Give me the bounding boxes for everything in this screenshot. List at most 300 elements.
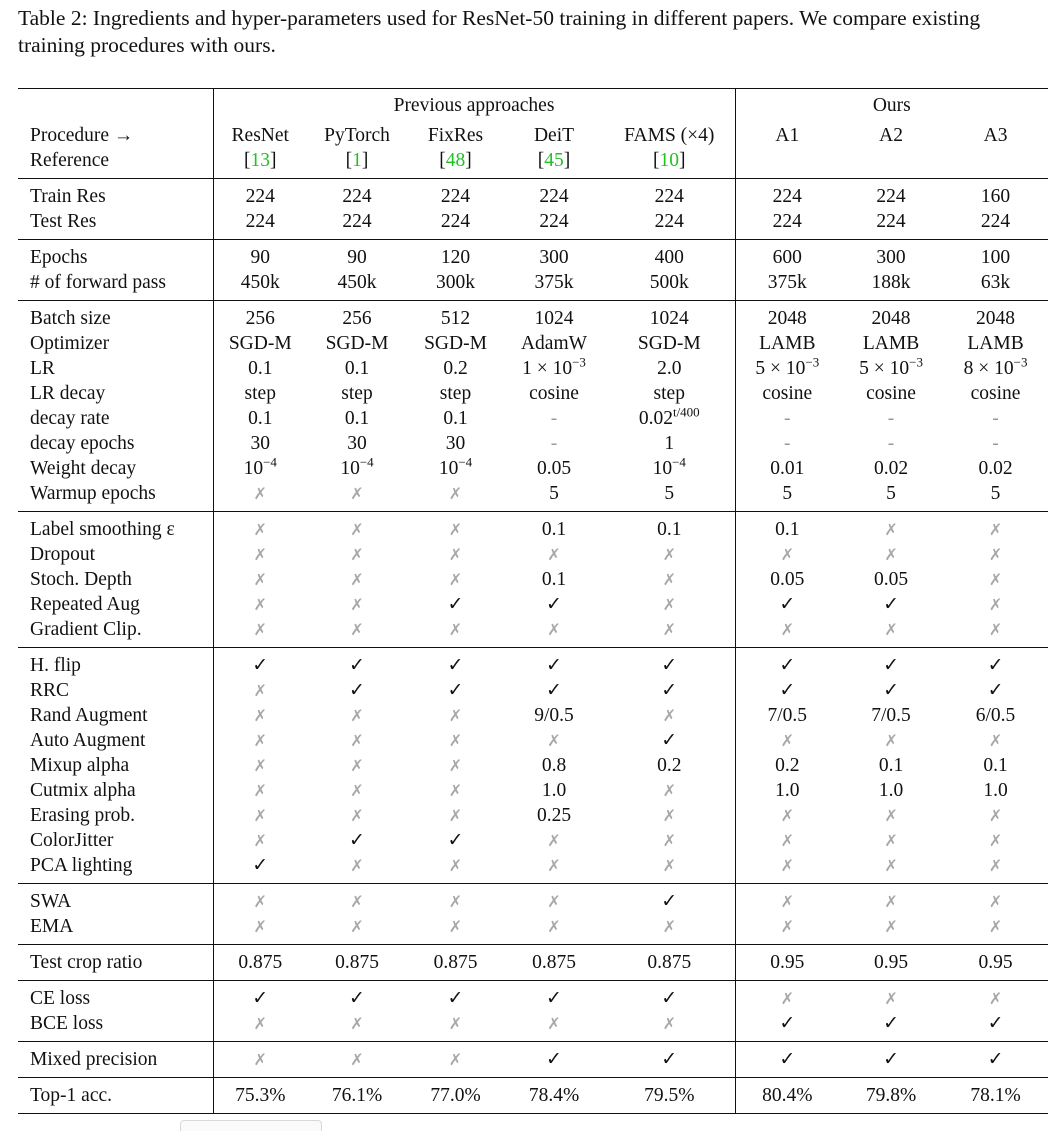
cross-icon: ✗ <box>253 731 267 750</box>
row-label-mixup-alpha: Mixup alpha <box>30 755 130 776</box>
cross-icon: ✗ <box>253 620 267 639</box>
checkmark-icon: ✓ <box>779 679 796 701</box>
checkmark-icon: ✓ <box>252 654 269 676</box>
table-cell: 500k <box>649 272 689 293</box>
table-cell: 7/0.5 <box>871 705 911 726</box>
cross-icon: ✗ <box>253 681 267 700</box>
table-cell: 0.1 <box>604 512 735 543</box>
table-cell <box>307 1042 407 1078</box>
table-cell <box>504 617 604 648</box>
checkmark-icon: ✓ <box>883 1012 899 1034</box>
cross-icon: ✗ <box>253 570 267 589</box>
group-header-ours: Ours <box>735 89 1048 124</box>
column-header: DeiT <box>533 125 575 146</box>
table-cell: 0.8 <box>541 755 567 776</box>
table-cell <box>839 884 943 915</box>
table-row <box>18 542 1048 567</box>
table-cell: 224 <box>604 179 735 210</box>
cross-icon: ✗ <box>350 781 364 800</box>
cross-icon: ✗ <box>662 917 676 936</box>
table-row <box>18 648 1048 679</box>
table-cell <box>735 1042 839 1078</box>
row-label-decay-rate: decay rate <box>30 408 110 429</box>
table-cell <box>943 617 1048 648</box>
table-cell: step <box>213 381 307 406</box>
table-cell <box>504 981 604 1012</box>
row-label-pca-lighting: PCA lighting <box>30 855 133 876</box>
cross-icon: ✗ <box>448 892 463 911</box>
table-cell <box>213 678 307 703</box>
checkmark-icon: ✓ <box>546 654 562 676</box>
cross-icon: ✗ <box>350 570 364 589</box>
table-cell <box>504 678 604 703</box>
table-cell <box>604 678 735 703</box>
table-row <box>18 914 1048 945</box>
table-cell <box>213 803 307 828</box>
table-cell: LAMB <box>862 333 920 354</box>
table-cell <box>735 803 839 828</box>
checkmark-icon: ✓ <box>779 593 796 615</box>
table-cell <box>604 648 735 679</box>
table-cell <box>307 981 407 1012</box>
reference-cell <box>839 148 943 179</box>
table-caption: Table 2: Ingredients and hyper-parameters used for ResNet-50 training in different papers. We compare existing training procedures with ours. <box>18 6 981 57</box>
table-cell: 224 <box>307 179 407 210</box>
table-cell <box>604 803 735 828</box>
row-label-weight-decay: Weight decay <box>30 458 137 479</box>
table-cell: 0.2 <box>443 358 468 379</box>
table-cell <box>943 678 1048 703</box>
table-cell <box>307 678 407 703</box>
table-cell: 80.4% <box>735 1078 839 1114</box>
reference-cell: [10] <box>653 150 686 171</box>
checkmark-icon: ✓ <box>447 829 464 851</box>
table-cell: 0.875 <box>307 945 407 981</box>
table-cell: $10^{-4}$ <box>340 454 374 479</box>
table-cell: - <box>550 408 558 429</box>
table-cell <box>407 803 504 828</box>
cross-icon: ✗ <box>988 989 1003 1008</box>
table-cell <box>407 617 504 648</box>
table-cell <box>407 703 504 728</box>
table-row <box>18 945 1048 981</box>
table-cell <box>735 617 839 648</box>
table-cell <box>604 1042 735 1078</box>
cross-icon: ✗ <box>448 756 463 775</box>
table-cell <box>213 853 307 884</box>
checkmark-icon: ✓ <box>883 654 899 676</box>
table-cell: cosine <box>735 381 839 406</box>
cross-icon: ✗ <box>350 856 364 875</box>
table-cell <box>504 648 604 679</box>
table-cell <box>407 884 504 915</box>
table-cell <box>604 703 735 728</box>
table-row <box>18 828 1048 853</box>
cross-icon: ✗ <box>448 545 463 564</box>
cross-icon: ✗ <box>780 892 794 911</box>
table-cell <box>504 914 604 945</box>
table-cell <box>735 853 839 884</box>
checkmark-icon: ✓ <box>883 593 899 615</box>
table-row <box>18 481 1048 512</box>
table-cell <box>213 617 307 648</box>
cross-icon: ✗ <box>253 1014 267 1033</box>
table-row <box>18 179 1048 210</box>
table-row <box>18 617 1048 648</box>
table-cell: - <box>735 431 839 456</box>
table-row <box>18 431 1048 456</box>
cross-icon: ✗ <box>884 620 898 639</box>
row-label-dropout: Dropout <box>30 544 95 565</box>
cross-icon: ✗ <box>253 706 267 725</box>
cross-icon: ✗ <box>253 831 267 850</box>
cross-icon: ✗ <box>350 1014 364 1033</box>
table-cell: 512 <box>407 301 504 332</box>
row-label-warmup-epochs: Warmup epochs <box>30 483 156 504</box>
table-cell <box>213 914 307 945</box>
row-label-ce-loss: CE loss <box>18 981 213 1012</box>
cross-icon: ✗ <box>884 856 898 875</box>
cross-icon: ✗ <box>780 731 794 750</box>
citation-link[interactable]: 1 <box>352 150 362 171</box>
column-header: A2 <box>879 125 903 146</box>
cross-icon: ✗ <box>448 1014 463 1033</box>
table-cell <box>735 884 839 915</box>
cross-icon: ✗ <box>253 917 267 936</box>
table-cell: 2048 <box>943 301 1048 332</box>
column-header: A1 <box>735 123 839 148</box>
row-label-bce-loss: BCE loss <box>30 1013 104 1034</box>
cross-icon: ✗ <box>547 620 561 639</box>
table-cell <box>407 778 504 803</box>
table-cell <box>213 481 307 512</box>
cross-icon: ✗ <box>662 545 676 564</box>
table-cell <box>407 981 504 1012</box>
table-cell: $0.02^{t/400}$ <box>638 404 700 429</box>
row-label-erasing-prob: Erasing prob. <box>30 805 136 826</box>
table-cell <box>307 884 407 915</box>
table-cell <box>213 542 307 567</box>
table-row <box>18 406 1048 431</box>
table-cell <box>735 914 839 945</box>
table-cell <box>504 1011 604 1042</box>
table-cell: 224 <box>213 179 307 210</box>
checkmark-icon: ✓ <box>546 593 562 615</box>
table-cell <box>407 728 504 753</box>
cross-icon: ✗ <box>780 989 794 1008</box>
row-label-of-forward-pass: # of forward pass <box>30 272 166 293</box>
table-cell <box>943 592 1048 617</box>
cross-icon: ✗ <box>448 1050 463 1069</box>
table-cell: 79.5% <box>604 1078 735 1114</box>
row-label-ema: EMA <box>30 916 74 937</box>
table-cell <box>943 512 1048 543</box>
cross-icon: ✗ <box>988 620 1003 639</box>
table-cell: 224 <box>213 209 307 240</box>
citation-link[interactable]: 13 <box>250 150 270 171</box>
checkmark-icon: ✓ <box>447 654 464 676</box>
table-cell: 90 <box>307 240 407 271</box>
citation-link[interactable]: 48 <box>445 150 466 171</box>
checkmark-icon: ✓ <box>883 1048 899 1070</box>
cross-icon: ✗ <box>662 570 676 589</box>
table-cell: 0.25 <box>536 805 572 826</box>
table-cell: LAMB <box>735 331 839 356</box>
table-cell: 0.1 <box>735 512 839 543</box>
table-cell <box>307 853 407 884</box>
table-cell: 0.1 <box>541 569 567 590</box>
table-cell <box>213 1042 307 1078</box>
row-label-stoch-depth: Stoch. Depth <box>30 569 132 590</box>
checkmark-icon: ✓ <box>447 987 464 1009</box>
table-cell: SGD-M <box>325 333 389 354</box>
table-cell <box>307 567 407 592</box>
table-cell: cosine <box>529 383 579 404</box>
table-cell <box>307 753 407 778</box>
table-cell: 120 <box>407 240 504 271</box>
cross-icon: ✗ <box>662 706 676 725</box>
row-label-swa: SWA <box>18 884 213 915</box>
cross-icon: ✗ <box>253 781 267 800</box>
table-cell <box>943 981 1048 1012</box>
table-cell: 224 <box>342 211 372 232</box>
cross-icon: ✗ <box>988 806 1003 825</box>
table-row <box>18 1042 1048 1078</box>
table-cell: cosine <box>866 383 916 404</box>
table-cell <box>943 1011 1048 1042</box>
table-cell: 224 <box>504 179 604 210</box>
row-label-cutmix-alpha: Cutmix alpha <box>30 780 136 801</box>
table-cell: 224 <box>735 209 839 240</box>
table-cell: - <box>887 433 895 454</box>
table-cell <box>604 617 735 648</box>
table-cell: 1.0 <box>735 778 839 803</box>
table-cell: 224 <box>440 211 471 232</box>
cross-icon: ✗ <box>350 595 364 614</box>
table-cell <box>307 617 407 648</box>
table-row <box>18 778 1048 803</box>
cross-icon: ✗ <box>253 892 267 911</box>
checkmark-icon: ✓ <box>349 679 365 701</box>
table-row <box>18 381 1048 406</box>
table-cell: 0.1 <box>878 755 904 776</box>
checkmark-icon: ✓ <box>661 1048 678 1070</box>
table-cell: 256 <box>307 301 407 332</box>
row-label-test-res: Test Res <box>30 211 97 232</box>
cross-icon: ✗ <box>662 781 676 800</box>
cross-icon: ✗ <box>988 520 1003 539</box>
table-cell <box>604 567 735 592</box>
table-cell <box>943 884 1048 915</box>
table-cell: - <box>992 408 999 429</box>
cross-icon: ✗ <box>884 892 898 911</box>
cross-icon: ✗ <box>547 856 561 875</box>
table-row <box>18 356 1048 381</box>
table-cell: 0.875 <box>504 945 604 981</box>
checkmark-icon: ✓ <box>546 987 562 1009</box>
table-cell: 0.1 <box>344 358 370 379</box>
column-header: FixRes <box>427 125 484 146</box>
table-cell <box>307 512 407 543</box>
reference-cell <box>735 148 839 179</box>
reference-cell: [13] <box>213 148 307 179</box>
citation-link[interactable]: 45 <box>544 150 564 171</box>
table-row <box>18 456 1048 481</box>
table-cell: step <box>653 383 685 404</box>
checkmark-icon: ✓ <box>987 1012 1004 1034</box>
table-cell: 0.1 <box>213 356 307 381</box>
table-cell <box>213 648 307 679</box>
page-tab-edge <box>180 1120 322 1131</box>
cross-icon: ✗ <box>988 731 1003 750</box>
table-cell: 0.1 <box>344 408 370 429</box>
table-cell <box>407 592 504 617</box>
citation-link[interactable]: 10 <box>659 150 680 171</box>
table-cell: 600 <box>735 240 839 271</box>
table-cell <box>604 728 735 753</box>
table-cell: 0.875 <box>213 945 307 981</box>
table-row <box>18 240 1048 271</box>
table-cell: $5 \times 10^{-3}$ <box>735 356 839 381</box>
table-cell: 2048 <box>735 301 839 332</box>
table-row <box>18 728 1048 753</box>
procedure-label: Procedure → <box>30 125 134 146</box>
table-cell: 0.1 <box>983 755 1008 776</box>
checkmark-icon: ✓ <box>546 679 562 701</box>
row-label-repeated-aug: Repeated Aug <box>30 594 140 615</box>
table-cell <box>735 828 839 853</box>
table-cell <box>839 828 943 853</box>
table-cell: 0.2 <box>657 755 682 776</box>
cross-icon: ✗ <box>547 731 561 750</box>
table-cell: 63k <box>980 272 1011 293</box>
row-label-decay-epochs: decay epochs <box>30 433 135 454</box>
cross-icon: ✗ <box>662 806 676 825</box>
cross-icon: ✗ <box>780 545 794 564</box>
cross-icon: ✗ <box>884 520 898 539</box>
table-cell: 0.1 <box>213 406 307 431</box>
table-cell: 30 <box>213 431 307 456</box>
cross-icon: ✗ <box>448 781 463 800</box>
table-cell <box>407 567 504 592</box>
table-cell <box>407 853 504 884</box>
table-cell <box>839 617 943 648</box>
column-header: PyTorch <box>324 125 390 146</box>
row-label-gradient-clip: Gradient Clip. <box>30 619 142 640</box>
cross-icon: ✗ <box>350 806 364 825</box>
table-cell: 0.02 <box>978 458 1013 479</box>
checkmark-icon: ✓ <box>447 679 464 701</box>
cross-icon: ✗ <box>350 756 364 775</box>
row-label-top-1-acc: Top-1 acc. <box>18 1078 213 1114</box>
checkmark-icon: ✓ <box>252 987 269 1009</box>
table-cell: 5 <box>886 483 896 504</box>
checkmark-icon: ✓ <box>349 829 365 851</box>
table-cell <box>307 648 407 679</box>
table-cell <box>604 778 735 803</box>
row-label-lr: LR <box>30 358 55 379</box>
table-cell <box>604 828 735 853</box>
table-cell: 300k <box>436 272 475 293</box>
checkmark-icon: ✓ <box>661 654 678 676</box>
table-cell <box>604 853 735 884</box>
checkmark-icon: ✓ <box>779 1012 796 1034</box>
table-cell: 76.1% <box>307 1078 407 1114</box>
table-cell: $1 \times 10^{-3}$ <box>522 354 586 379</box>
table-cell <box>407 481 504 512</box>
table-cell: 1.0 <box>541 780 567 801</box>
table-cell: - <box>735 406 839 431</box>
table-cell: 375k <box>534 272 574 293</box>
table-cell: 90 <box>213 240 307 271</box>
table-cell <box>735 728 839 753</box>
table-cell <box>735 542 839 567</box>
table-cell: 2.0 <box>657 358 682 379</box>
column-header: ResNet <box>213 123 307 148</box>
cross-icon: ✗ <box>253 756 267 775</box>
table-cell: 1024 <box>504 301 604 332</box>
group-header-previous: Previous approaches <box>213 89 735 124</box>
cross-icon: ✗ <box>448 484 463 503</box>
row-label-label-smoothing: Label smoothing ε <box>18 512 213 543</box>
checkmark-icon: ✓ <box>779 1048 796 1070</box>
row-label-rand-augment: Rand Augment <box>30 705 148 726</box>
table-row <box>18 592 1048 617</box>
table-row <box>18 209 1048 240</box>
cross-icon: ✗ <box>884 731 898 750</box>
table-cell: 100 <box>943 240 1048 271</box>
checkmark-icon: ✓ <box>661 890 678 912</box>
table-cell <box>307 592 407 617</box>
table-cell: 0.1 <box>504 512 604 543</box>
table-cell <box>407 512 504 543</box>
cross-icon: ✗ <box>448 917 463 936</box>
row-label-mixed-precision: Mixed precision <box>18 1042 213 1078</box>
row-label-test-crop-ratio: Test crop ratio <box>18 945 213 981</box>
table-cell <box>213 703 307 728</box>
table-cell: 2048 <box>839 301 943 332</box>
cross-icon: ✗ <box>448 806 463 825</box>
table-cell: SGD-M <box>637 333 701 354</box>
table-cell: step <box>439 383 472 404</box>
table-cell: 75.3% <box>213 1078 307 1114</box>
row-label-train-res: Train Res <box>18 179 213 210</box>
table-cell <box>943 828 1048 853</box>
table-cell: 224 <box>876 211 906 232</box>
table-cell: 9/0.5 <box>534 705 574 726</box>
table-cell: 450k <box>213 270 307 301</box>
table-cell: 1.0 <box>878 780 904 801</box>
cross-icon: ✗ <box>780 856 794 875</box>
table-cell <box>213 778 307 803</box>
table-cell <box>213 981 307 1012</box>
table-cell: - <box>550 433 558 454</box>
table-cell: 0.05 <box>873 569 909 590</box>
table-cell <box>735 592 839 617</box>
table-cell: 224 <box>839 179 943 210</box>
table-cell: - <box>992 433 999 454</box>
table-cell: 0.1 <box>443 408 468 429</box>
checkmark-icon: ✓ <box>447 593 464 615</box>
table-cell <box>213 728 307 753</box>
row-label-lr-decay: LR decay <box>30 383 106 404</box>
cross-icon: ✗ <box>780 620 794 639</box>
table-row <box>18 803 1048 828</box>
cross-icon: ✗ <box>988 545 1003 564</box>
table-cell <box>604 592 735 617</box>
row-label-colorjitter: ColorJitter <box>30 830 114 851</box>
table-cell <box>604 884 735 915</box>
